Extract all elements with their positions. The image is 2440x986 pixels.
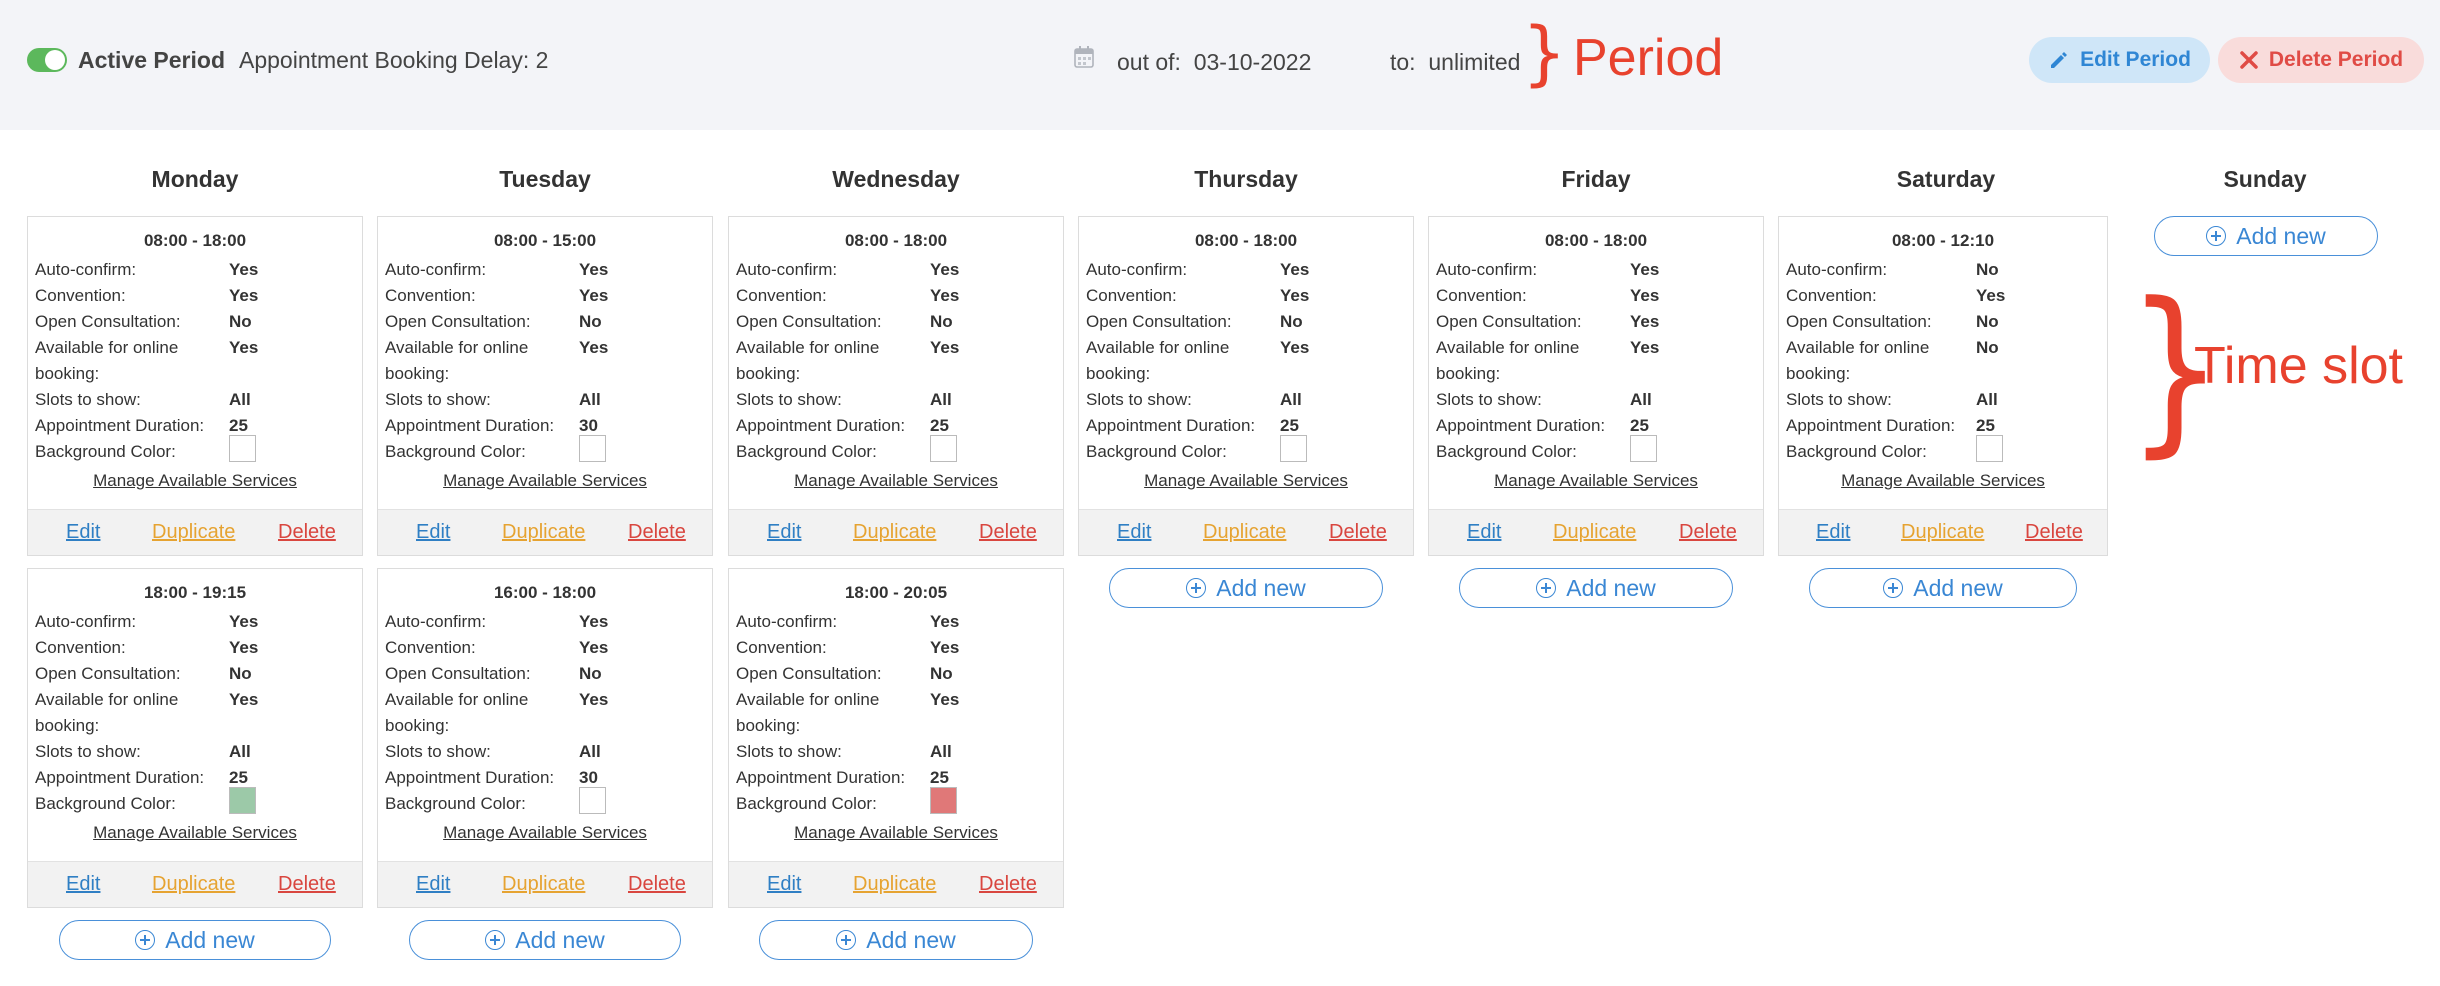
delete-slot-link[interactable]: Delete — [278, 873, 336, 895]
manage-services-link[interactable]: Manage Available Services — [93, 471, 297, 490]
convention-value: Yes — [1630, 286, 1660, 305]
appointment-duration-label: Appointment Duration: — [1436, 416, 1606, 435]
background-color-label: Background Color: — [1786, 442, 1927, 461]
convention-value: Yes — [579, 286, 609, 305]
manage-services-link[interactable]: Manage Available Services — [443, 823, 647, 842]
duplicate-slot-link[interactable]: Duplicate — [853, 521, 937, 543]
background-color-label: Background Color: — [1436, 442, 1577, 461]
appointment-duration-label: Appointment Duration: — [385, 416, 555, 435]
auto-confirm-value: Yes — [579, 612, 609, 631]
duplicate-slot-link[interactable]: Duplicate — [1553, 521, 1637, 543]
convention-value: Yes — [930, 286, 960, 305]
convention-label: Convention: — [1086, 286, 1177, 305]
add-circle-icon — [1536, 578, 1556, 598]
online-booking-value: Yes — [1630, 338, 1660, 357]
add-circle-icon — [1186, 578, 1206, 598]
slots-to-show-label: Slots to show: — [1786, 390, 1892, 409]
convention-value: Yes — [579, 638, 609, 657]
add-new-wednesday-button[interactable] — [759, 920, 1033, 960]
add-new-label: Add new — [2236, 222, 2326, 249]
edit-slot-link[interactable]: Edit — [1117, 521, 1152, 543]
convention-label: Convention: — [35, 638, 126, 657]
manage-services-link[interactable]: Manage Available Services — [794, 471, 998, 490]
open-consultation-value: No — [229, 664, 252, 683]
online-booking-cont-label: booking: — [385, 364, 450, 383]
slot-time: 08:00 - 18:00 — [143, 231, 247, 250]
convention-value: Yes — [1280, 286, 1310, 305]
appointment-duration-value: 25 — [1630, 416, 1649, 435]
add-new-label: Add new — [1913, 574, 2003, 601]
open-consultation-value: No — [1976, 312, 1999, 331]
delete-slot-link[interactable]: Delete — [979, 873, 1037, 895]
slots-to-show-value: All — [229, 742, 251, 761]
open-consultation-value: No — [1280, 312, 1303, 331]
add-new-monday-button[interactable] — [59, 920, 331, 960]
add-circle-icon — [485, 930, 505, 950]
day-title-wednesday: Wednesday — [832, 166, 960, 192]
auto-confirm-label: Auto-confirm: — [385, 612, 487, 631]
time-slot-card — [1778, 216, 2108, 556]
add-new-tuesday-button[interactable] — [409, 920, 681, 960]
time-slot-card — [27, 568, 363, 908]
auto-confirm-label: Auto-confirm: — [736, 260, 838, 279]
day-title-thursday: Thursday — [1194, 166, 1298, 192]
slot-time: 08:00 - 15:00 — [493, 231, 597, 250]
online-booking-label: Available for online — [35, 690, 179, 709]
open-consultation-label: Open Consultation: — [1086, 312, 1232, 331]
edit-slot-link[interactable]: Edit — [1816, 521, 1851, 543]
background-color-label: Background Color: — [736, 794, 877, 813]
online-booking-label: Available for online — [35, 338, 179, 357]
convention-label: Convention: — [385, 286, 476, 305]
online-booking-label: Available for online — [385, 690, 529, 709]
card-actions — [1429, 509, 1763, 555]
auto-confirm-label: Auto-confirm: — [1436, 260, 1538, 279]
slots-to-show-label: Slots to show: — [35, 390, 141, 409]
appointment-duration-label: Appointment Duration: — [736, 416, 906, 435]
delete-slot-link[interactable]: Delete — [628, 521, 686, 543]
appointment-duration-label: Appointment Duration: — [1786, 416, 1956, 435]
online-booking-label: Available for online — [1436, 338, 1580, 357]
convention-label: Convention: — [1786, 286, 1877, 305]
edit-slot-link[interactable]: Edit — [767, 521, 802, 543]
slot-time: 08:00 - 18:00 — [1544, 231, 1648, 250]
time-slot-card — [377, 568, 713, 908]
slot-time: 08:00 - 18:00 — [844, 231, 948, 250]
time-slot-card — [1428, 216, 1764, 556]
duplicate-slot-link[interactable]: Duplicate — [853, 873, 937, 895]
appointment-duration-label: Appointment Duration: — [35, 768, 205, 787]
online-booking-cont-label: booking: — [1086, 364, 1151, 383]
active-period-toggle[interactable] — [27, 48, 67, 72]
auto-confirm-value: No — [1976, 260, 1999, 279]
appointment-duration-label: Appointment Duration: — [35, 416, 205, 435]
convention-label: Convention: — [35, 286, 126, 305]
slots-to-show-value: All — [1280, 390, 1302, 409]
manage-services-link[interactable]: Manage Available Services — [1144, 471, 1348, 490]
convention-label: Convention: — [736, 286, 827, 305]
online-booking-cont-label: booking: — [35, 716, 100, 735]
auto-confirm-value: Yes — [229, 260, 259, 279]
slots-to-show-value: All — [1630, 390, 1652, 409]
background-color-swatch[interactable] — [229, 787, 256, 814]
manage-services-link[interactable]: Manage Available Services — [1494, 471, 1698, 490]
background-color-swatch[interactable] — [1976, 435, 2003, 462]
auto-confirm-label: Auto-confirm: — [35, 612, 137, 631]
auto-confirm-label: Auto-confirm: — [35, 260, 137, 279]
delete-slot-link[interactable]: Delete — [1329, 521, 1387, 543]
add-new-thursday-button[interactable] — [1109, 568, 1383, 608]
appointment-duration-value: 25 — [229, 416, 248, 435]
convention-value: Yes — [229, 638, 259, 657]
slots-to-show-label: Slots to show: — [385, 742, 491, 761]
open-consultation-value: No — [229, 312, 252, 331]
open-consultation-value: No — [930, 664, 953, 683]
open-consultation-label: Open Consultation: — [35, 312, 181, 331]
online-booking-value: No — [1976, 338, 1999, 357]
slots-to-show-value: All — [579, 390, 601, 409]
open-consultation-value: Yes — [1630, 312, 1660, 331]
timeslot-annotation-brace: } — [2126, 265, 2224, 474]
day-title-monday: Monday — [151, 166, 239, 192]
add-new-label: Add new — [515, 926, 605, 953]
add-new-label: Add new — [1216, 574, 1306, 601]
manage-services-link[interactable]: Manage Available Services — [443, 471, 647, 490]
online-booking-cont-label: booking: — [736, 364, 801, 383]
background-color-swatch[interactable] — [229, 435, 256, 462]
appointment-duration-value: 25 — [229, 768, 248, 787]
open-consultation-value: No — [579, 664, 602, 683]
day-title-sunday: Sunday — [2223, 166, 2307, 192]
add-new-label: Add new — [1566, 574, 1656, 601]
slot-time: 18:00 - 19:15 — [143, 583, 247, 602]
appointment-duration-value: 30 — [579, 768, 598, 787]
manage-services-link[interactable]: Manage Available Services — [93, 823, 297, 842]
online-booking-label: Available for online — [1786, 338, 1930, 357]
day-title-friday: Friday — [1561, 166, 1631, 192]
duplicate-slot-link[interactable]: Duplicate — [1901, 521, 1985, 543]
online-booking-value: Yes — [579, 690, 609, 709]
to-label: to: — [1390, 49, 1416, 75]
online-booking-value: Yes — [930, 690, 960, 709]
convention-value: Yes — [930, 638, 960, 657]
appointment-duration-label: Appointment Duration: — [1086, 416, 1256, 435]
online-booking-value: Yes — [579, 338, 609, 357]
card-actions — [729, 861, 1063, 907]
edit-slot-link[interactable]: Edit — [66, 521, 101, 543]
slot-time: 18:00 - 20:05 — [844, 583, 948, 602]
time-slot-card — [1078, 216, 1414, 556]
online-booking-cont-label: booking: — [35, 364, 100, 383]
background-color-label: Background Color: — [35, 442, 176, 461]
background-color-label: Background Color: — [385, 442, 526, 461]
convention-label: Convention: — [736, 638, 827, 657]
online-booking-cont-label: booking: — [1436, 364, 1501, 383]
open-consultation-label: Open Consultation: — [1436, 312, 1582, 331]
edit-slot-link[interactable]: Edit — [767, 873, 802, 895]
add-new-label: Add new — [866, 926, 956, 953]
slots-to-show-value: All — [930, 390, 952, 409]
appointment-duration-label: Appointment Duration: — [385, 768, 555, 787]
appointment-duration-value: 25 — [1976, 416, 1995, 435]
open-consultation-label: Open Consultation: — [736, 664, 882, 683]
time-slot-card — [728, 568, 1064, 908]
online-booking-cont-label: booking: — [1786, 364, 1851, 383]
appointment-duration-label: Appointment Duration: — [736, 768, 906, 787]
day-title-tuesday: Tuesday — [499, 166, 591, 192]
duplicate-slot-link[interactable]: Duplicate — [152, 521, 236, 543]
slots-to-show-label: Slots to show: — [1086, 390, 1192, 409]
card-actions — [28, 509, 362, 555]
background-color-swatch[interactable] — [1280, 435, 1307, 462]
to-value: unlimited — [1428, 49, 1521, 75]
appointment-duration-value: 25 — [930, 416, 949, 435]
background-color-swatch[interactable] — [930, 435, 957, 462]
slots-to-show-value: All — [579, 742, 601, 761]
background-color-label: Background Color: — [736, 442, 877, 461]
auto-confirm-label: Auto-confirm: — [1086, 260, 1188, 279]
background-color-label: Background Color: — [35, 794, 176, 813]
open-consultation-value: No — [930, 312, 953, 331]
online-booking-value: Yes — [930, 338, 960, 357]
edit-slot-link[interactable]: Edit — [416, 873, 451, 895]
day-title-saturday: Saturday — [1896, 166, 1996, 192]
time-slot-card — [27, 216, 363, 556]
background-color-swatch[interactable] — [579, 787, 606, 814]
online-booking-cont-label: booking: — [385, 716, 450, 735]
delete-period-button[interactable] — [2218, 37, 2424, 83]
card-actions — [1779, 509, 2107, 555]
auto-confirm-value: Yes — [1280, 260, 1310, 279]
appointment-duration-value: 30 — [579, 416, 598, 435]
period-annotation-brace: } — [1522, 12, 1567, 94]
online-booking-label: Available for online — [1086, 338, 1230, 357]
delete-slot-link[interactable]: Delete — [628, 873, 686, 895]
slots-to-show-label: Slots to show: — [736, 390, 842, 409]
edit-slot-link[interactable]: Edit — [416, 521, 451, 543]
auto-confirm-value: Yes — [1630, 260, 1660, 279]
slots-to-show-label: Slots to show: — [385, 390, 491, 409]
out-of-date: 03-10-2022 — [1193, 49, 1312, 75]
add-circle-icon — [1883, 578, 1903, 598]
card-actions — [28, 861, 362, 907]
edit-period-label: Edit Period — [2080, 48, 2191, 71]
slots-to-show-label: Slots to show: — [736, 742, 842, 761]
period-header — [0, 0, 2440, 130]
auto-confirm-value: Yes — [930, 260, 960, 279]
slot-time: 08:00 - 12:10 — [1891, 231, 1995, 250]
slots-to-show-value: All — [1976, 390, 1998, 409]
add-circle-icon — [135, 930, 155, 950]
online-booking-value: Yes — [1280, 338, 1310, 357]
auto-confirm-value: Yes — [579, 260, 609, 279]
convention-value: Yes — [229, 286, 259, 305]
duplicate-slot-link[interactable]: Duplicate — [152, 873, 236, 895]
card-actions — [1079, 509, 1413, 555]
slots-to-show-value: All — [229, 390, 251, 409]
background-color-swatch[interactable] — [579, 435, 606, 462]
background-color-swatch[interactable] — [1630, 435, 1657, 462]
add-new-sunday-button[interactable] — [2154, 216, 2378, 256]
edit-period-button[interactable] — [2029, 37, 2210, 83]
convention-value: Yes — [1976, 286, 2006, 305]
calendar-icon — [1074, 46, 1094, 68]
background-color-label: Background Color: — [385, 794, 526, 813]
delete-period-label: Delete Period — [2268, 48, 2404, 71]
booking-delay-label: Appointment Booking Delay: 2 — [239, 47, 549, 73]
slots-to-show-value: All — [930, 742, 952, 761]
period-annotation: Period — [1573, 29, 1724, 87]
manage-services-link[interactable]: Manage Available Services — [794, 823, 998, 842]
open-consultation-label: Open Consultation: — [736, 312, 882, 331]
open-consultation-label: Open Consultation: — [385, 664, 531, 683]
close-icon — [2239, 50, 2259, 70]
appointment-duration-value: 25 — [1280, 416, 1299, 435]
convention-label: Convention: — [1436, 286, 1527, 305]
pencil-icon — [2048, 49, 2070, 71]
time-slot-card — [377, 216, 713, 556]
duplicate-slot-link[interactable]: Duplicate — [502, 521, 586, 543]
add-new-label: Add new — [165, 926, 255, 953]
add-circle-icon — [836, 930, 856, 950]
to-text — [1390, 49, 1520, 76]
open-consultation-label: Open Consultation: — [1786, 312, 1932, 331]
delete-slot-link[interactable]: Delete — [1679, 521, 1737, 543]
auto-confirm-value: Yes — [229, 612, 259, 631]
delete-slot-link[interactable]: Delete — [278, 521, 336, 543]
duplicate-slot-link[interactable]: Duplicate — [1203, 521, 1287, 543]
active-period-label: Active Period — [78, 47, 225, 73]
duplicate-slot-link[interactable]: Duplicate — [502, 873, 586, 895]
delete-slot-link[interactable]: Delete — [2025, 521, 2083, 543]
card-actions — [378, 861, 712, 907]
online-booking-label: Available for online — [385, 338, 529, 357]
online-booking-label: Available for online — [736, 690, 880, 709]
auto-confirm-label: Auto-confirm: — [1786, 260, 1888, 279]
time-slot-card — [728, 216, 1064, 556]
edit-slot-link[interactable]: Edit — [1467, 521, 1502, 543]
slot-time: 16:00 - 18:00 — [493, 583, 597, 602]
toggle-knob — [45, 50, 65, 70]
online-booking-value: Yes — [229, 338, 259, 357]
background-color-label: Background Color: — [1086, 442, 1227, 461]
add-new-friday-button[interactable] — [1459, 568, 1733, 608]
out-of-text — [1117, 49, 1311, 76]
appointment-duration-value: 25 — [930, 768, 949, 787]
slots-to-show-label: Slots to show: — [35, 742, 141, 761]
delete-slot-link[interactable]: Delete — [979, 521, 1037, 543]
online-booking-value: Yes — [229, 690, 259, 709]
out-of-label: out of: — [1117, 49, 1181, 75]
open-consultation-label: Open Consultation: — [35, 664, 181, 683]
background-color-swatch[interactable] — [930, 787, 957, 814]
card-actions — [729, 509, 1063, 555]
convention-label: Convention: — [385, 638, 476, 657]
auto-confirm-value: Yes — [930, 612, 960, 631]
open-consultation-value: No — [579, 312, 602, 331]
add-new-saturday-button[interactable] — [1809, 568, 2077, 608]
open-consultation-label: Open Consultation: — [385, 312, 531, 331]
online-booking-cont-label: booking: — [736, 716, 801, 735]
auto-confirm-label: Auto-confirm: — [736, 612, 838, 631]
manage-services-link[interactable]: Manage Available Services — [1841, 471, 2045, 490]
online-booking-label: Available for online — [736, 338, 880, 357]
slots-to-show-label: Slots to show: — [1436, 390, 1542, 409]
timeslot-annotation: Time slot — [2194, 337, 2403, 395]
auto-confirm-label: Auto-confirm: — [385, 260, 487, 279]
slot-time: 08:00 - 18:00 — [1194, 231, 1298, 250]
add-circle-icon — [2206, 226, 2226, 246]
card-actions — [378, 509, 712, 555]
edit-slot-link[interactable]: Edit — [66, 873, 101, 895]
